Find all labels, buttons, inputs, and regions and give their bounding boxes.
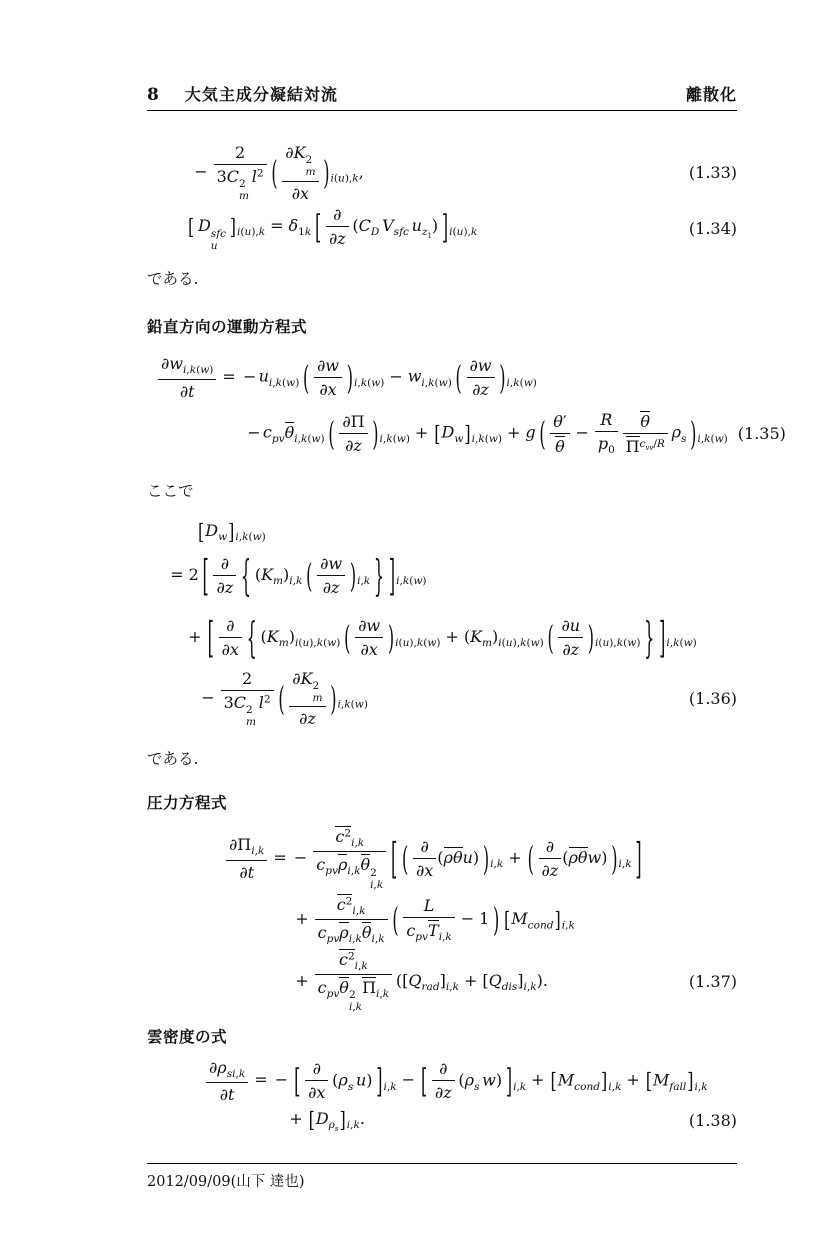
equation-math: $[D_w]_{i,k(w)}$ [198,519,266,545]
section-heading: 雲密度の式 [147,1027,228,1046]
header-section: 離散化 [685,85,737,104]
equation-math: + [ ∂ ∂x { $(K_m)_{i(u),k(w)}$ ( $\frac{\partial w}{\partial x}$ )$_{i(u),k(w)} + (K_m)_{i(u),k(w)}$ ( $\frac{\partial u}{\partial z}$ )$_{i(u),k(w)}$ } ]$_{i,k(w)}$ [188,612,697,663]
equation-math: + $c^2_{i,k}$ $c_{pv}\rho_{i,k}\theta_{i,k}$ ( L $c_{pv}T_{i,k}$ − 1 ) $[M_{cond}]_{i,k}$ [295,895,575,946]
equation-line [0,891,737,949]
equation-number: (1.36) [688,688,737,708]
paragraph: ここで [147,481,194,500]
equation-line [0,607,737,669]
equation-math: [ D sfc u ]$_{i(u),k} = \delta_{1k}$ [ ∂ ∂z ($C_D$ $V_{sfc}$ $u_{z_1}$) ]$_{i(u),k}$ [188,205,478,252]
equation-line [0,143,737,203]
equation-line [0,1056,737,1106]
document-body [0,143,826,1134]
header-rule [147,110,737,111]
equation-number: (1.33) [688,163,737,183]
equation-math: $\frac{\partial\Pi_{i,k}}{\partial t}$ = − $c^2_{i,k}$ $c_{pv}\rho_{i,k}\theta$ 2 i,k [ ( ∂ ∂x (ρθu) )$_{i,k}$ + ( ∂ ∂z (ρθw) )$_{i,k}$ ] [225,826,643,891]
page-number: 8 [147,85,159,105]
equation-math: $\frac{\partial w_{i,k(w)}}{\partial t}$ = − $u_{i,k(w)}$ ( $\frac{\partial w}{\partial x}$ )$_{i,k(w)} - w_{i,k(w)}$ ( $\frac{\partial w}{\partial z}$ )$_{i,k(w)}$ [157,354,537,400]
equation-number: (1.35) [737,424,786,444]
equation-math: − $c_{pv}\theta_{i,k(w)}$ ( $\frac{\partial\Pi}{\partial z}$ )$_{i,k(w)} + [D_w]_{i,k(w)} + g$ ( $\frac{\theta'}{\theta}$ − $\frac{R}{p_0}$ θ $\Pi^{c_{vv}/R}$ $\rho_s$ )$_{i,k(w)}$ [247,410,728,457]
equation-line [0,949,737,1014]
footer-text: 2012/09/09(山下 達也) [147,1173,305,1190]
paragraph: である. [147,269,199,288]
equation-line [0,405,786,463]
equation-math: + $c^2_{i,k}$ $c_{pv}\theta$ 2 i,k $\Pi_{i,k}$ $([Q_{rad}]_{i,k} + [Q_{dis}]_{i,k})$. [295,949,548,1014]
footer-rule [147,1163,737,1164]
equation-math: + $[D_{\rho_s}]_{i,k}$. [289,1106,365,1133]
equation-line [0,545,737,607]
equation-math: − 2 3C 2 m $l^2$ ( ∂K 2 m ∂z )$_{i,k(w)}$ [201,668,368,729]
section-heading: 圧力方程式 [147,794,228,813]
equation-line [0,205,737,253]
equation-number: (1.34) [688,219,737,239]
equation-line [0,826,737,891]
equation-number: (1.37) [688,971,737,991]
equation-math: = 2 [ ∂ ∂z { $(K_m)_{i,k}$ ( $\frac{\partial w}{\partial z}$ )$_{i,k}$ } ]$_{i,k(w)}$ [170,550,427,601]
equation-math: − 2 3C 2 m $l^2$ ( ∂K 2 m ∂x )$_{i(u),k}$, [194,143,364,203]
header-title: 大気主成分凝結対流 [184,85,338,104]
equation-line [0,669,737,729]
section-heading: 鉛直方向の運動方程式 [147,317,308,336]
equation-math: $\partial\rho_{si,k}$ ∂t = − [ ∂ ∂x ($\rho_s$ u) ]$_{i,k}$ − [ ∂ ∂z ($\rho_s$ w) ]$_{i,k} + [M_{cond}]_{i,k} + [M_{fall}]_{i,k}$ [205,1058,708,1104]
paragraph: である. [147,750,199,769]
equation-line [0,521,737,545]
document-page [0,82,826,1251]
equation-line [0,1108,737,1134]
equation-number: (1.38) [688,1111,737,1131]
page-header [147,82,737,105]
equation-line [0,351,737,405]
